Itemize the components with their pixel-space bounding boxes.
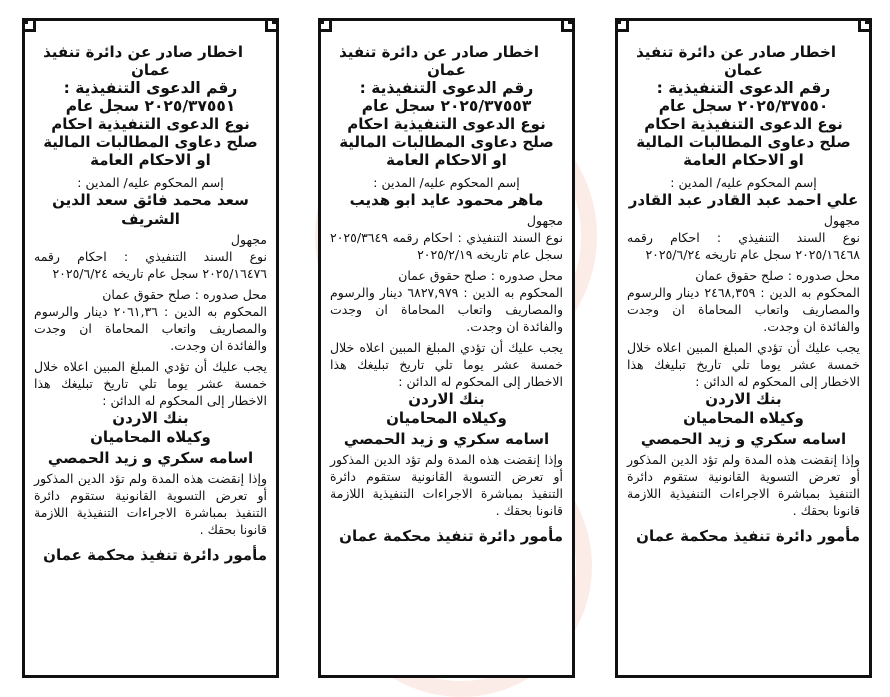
creditor-name: بنك الاردن bbox=[705, 390, 782, 408]
notice-city: عمان bbox=[131, 61, 170, 79]
corner-ornament-icon bbox=[22, 18, 36, 32]
corner-ornament-icon bbox=[615, 18, 629, 32]
case-type: نوع الدعوى التنفيذية احكام صلح دعاوى المطالبات المالية او الاحكام العامة bbox=[43, 115, 258, 169]
case-number: ٢٠٢٥/٣٧٥٥٣ سجل عام bbox=[361, 97, 532, 115]
judgment-amount: المحكوم به الدين : ٢٠٦١,٣٦ دينار والرسوم والمصاريف واتعاب المحاماة ان وجدت والفائدة ان وجدت. bbox=[34, 304, 267, 353]
signature-line: مأمور دائرة تنفيذ محكمة عمان bbox=[636, 527, 860, 545]
lawyer-names: اسامه سكري و زيد الحمصي bbox=[343, 430, 550, 448]
judgment-amount: المحكوم به الدين : ٦٨٢٧,٩٧٩ دينار والرسوم والمصاريف واتعاب المحاماة ان وجدت والفائدة ان وجدت. bbox=[330, 285, 563, 334]
notice-heading: اخطار صادر عن دائرة تنفيذ bbox=[43, 43, 243, 61]
corner-ornament-icon bbox=[318, 18, 332, 32]
lawyer-names: اسامه سكري و زيد الحمصي bbox=[640, 430, 847, 448]
notice-city: عمان bbox=[427, 61, 466, 79]
instrument-details: نوع السند التنفيذي : احكام رقمه ٢٠٢٥/١٦٤٦٨ سجل عام تاريخه ٢٠٢٥/٦/٢٤ bbox=[627, 230, 860, 262]
notice-card-middle bbox=[318, 18, 575, 678]
corner-ornament-icon bbox=[858, 18, 872, 32]
notice-card-left bbox=[22, 18, 279, 678]
issuing-court: محل صدوره : صلح حقوق عمان bbox=[695, 268, 860, 283]
enforcement-warning: وإذا إنقضت هذه المدة ولم تؤد الدين المذكور أو تعرض التسوية القانونية ستقوم دائرة التنفيذ بمباشرة الاجراءات التنفيذية اللازمة قانونا بحقك . bbox=[34, 471, 267, 537]
instrument-details: نوع السند التنفيذي : احكام رقمه ٢٠٢٥/٣٦٤٩ سجل عام تاريخه ٢٠٢٥/٢/١٩ bbox=[330, 230, 563, 262]
debtor-label: إسم المحكوم عليه/ المدين : bbox=[77, 175, 224, 190]
debtor-address: مجهول bbox=[823, 213, 860, 228]
agents-label: وكيلاه المحاميان bbox=[683, 409, 804, 427]
notice-heading: اخطار صادر عن دائرة تنفيذ bbox=[636, 43, 836, 61]
debtor-label: إسم المحكوم عليه/ المدين : bbox=[670, 175, 817, 190]
debtor-name: ماهر محمود عايد ابو هديب bbox=[349, 191, 544, 209]
case-type: نوع الدعوى التنفيذية احكام صلح دعاوى المطالبات المالية او الاحكام العامة bbox=[636, 115, 851, 169]
corner-ornament-icon bbox=[561, 18, 575, 32]
notice-card-right bbox=[615, 18, 872, 678]
case-label: رقم الدعوى التنفيذية : bbox=[63, 79, 238, 97]
debtor-label: إسم المحكوم عليه/ المدين : bbox=[373, 175, 520, 190]
creditor-name: بنك الاردن bbox=[112, 409, 189, 427]
enforcement-warning: وإذا إنقضت هذه المدة ولم تؤد الدين المذكور أو تعرض التسوية القانونية ستقوم دائرة التنفيذ بمباشرة الاجراءات التنفيذية اللازمة قانونا بحقك . bbox=[330, 452, 563, 518]
agents-label: وكيلاه المحاميان bbox=[386, 409, 507, 427]
notice-city: عمان bbox=[724, 61, 763, 79]
instrument-details: نوع السند التنفيذي : احكام رقمه ٢٠٢٥/١٦٤٧٦ سجل عام تاريخه ٢٠٢٥/٦/٢٤ bbox=[34, 249, 267, 281]
notice-heading: اخطار صادر عن دائرة تنفيذ bbox=[339, 43, 539, 61]
case-type: نوع الدعوى التنفيذية احكام صلح دعاوى المطالبات المالية او الاحكام العامة bbox=[339, 115, 554, 169]
case-number: ٢٠٢٥/٣٧٥٥٠ سجل عام bbox=[658, 97, 829, 115]
debtor-name: علي احمد عبد القادر عبد القادر bbox=[628, 191, 859, 209]
issuing-court: محل صدوره : صلح حقوق عمان bbox=[102, 287, 267, 302]
agents-label: وكيلاه المحاميان bbox=[90, 428, 211, 446]
corner-ornament-icon bbox=[265, 18, 279, 32]
case-label: رقم الدعوى التنفيذية : bbox=[359, 79, 534, 97]
payment-demand: يجب عليك أن تؤدي المبلغ المبين اعلاه خلال خمسة عشر يوما تلي تاريخ تبليغك هذا الاخطار إلى المحكوم له الدائن : bbox=[627, 340, 860, 389]
payment-demand: يجب عليك أن تؤدي المبلغ المبين اعلاه خلال خمسة عشر يوما تلي تاريخ تبليغك هذا الاخطار إلى المحكوم له الدائن : bbox=[330, 340, 563, 389]
debtor-address: مجهول bbox=[230, 232, 267, 247]
judgment-amount: المحكوم به الدين : ٢٤٦٨,٣٥٩ دينار والرسوم والمصاريف واتعاب المحاماة ان وجدت والفائدة ان وجدت. bbox=[627, 285, 860, 334]
case-number: ٢٠٢٥/٣٧٥٥١ سجل عام bbox=[65, 97, 236, 115]
case-label: رقم الدعوى التنفيذية : bbox=[656, 79, 831, 97]
issuing-court: محل صدوره : صلح حقوق عمان bbox=[398, 268, 563, 283]
enforcement-warning: وإذا إنقضت هذه المدة ولم تؤد الدين المذكور أو تعرض التسوية القانونية ستقوم دائرة التنفيذ بمباشرة الاجراءات التنفيذية اللازمة قانونا بحقك . bbox=[627, 452, 860, 518]
payment-demand: يجب عليك أن تؤدي المبلغ المبين اعلاه خلال خمسة عشر يوما تلي تاريخ تبليغك هذا الاخطار إلى المحكوم له الدائن : bbox=[34, 359, 267, 408]
debtor-name: سعد محمد فائق سعد الدين الشريف bbox=[52, 191, 249, 228]
creditor-name: بنك الاردن bbox=[408, 390, 485, 408]
debtor-address: مجهول bbox=[526, 213, 563, 228]
lawyer-names: اسامه سكري و زيد الحمصي bbox=[47, 449, 254, 467]
signature-line: مأمور دائرة تنفيذ محكمة عمان bbox=[43, 546, 267, 564]
signature-line: مأمور دائرة تنفيذ محكمة عمان bbox=[339, 527, 563, 545]
